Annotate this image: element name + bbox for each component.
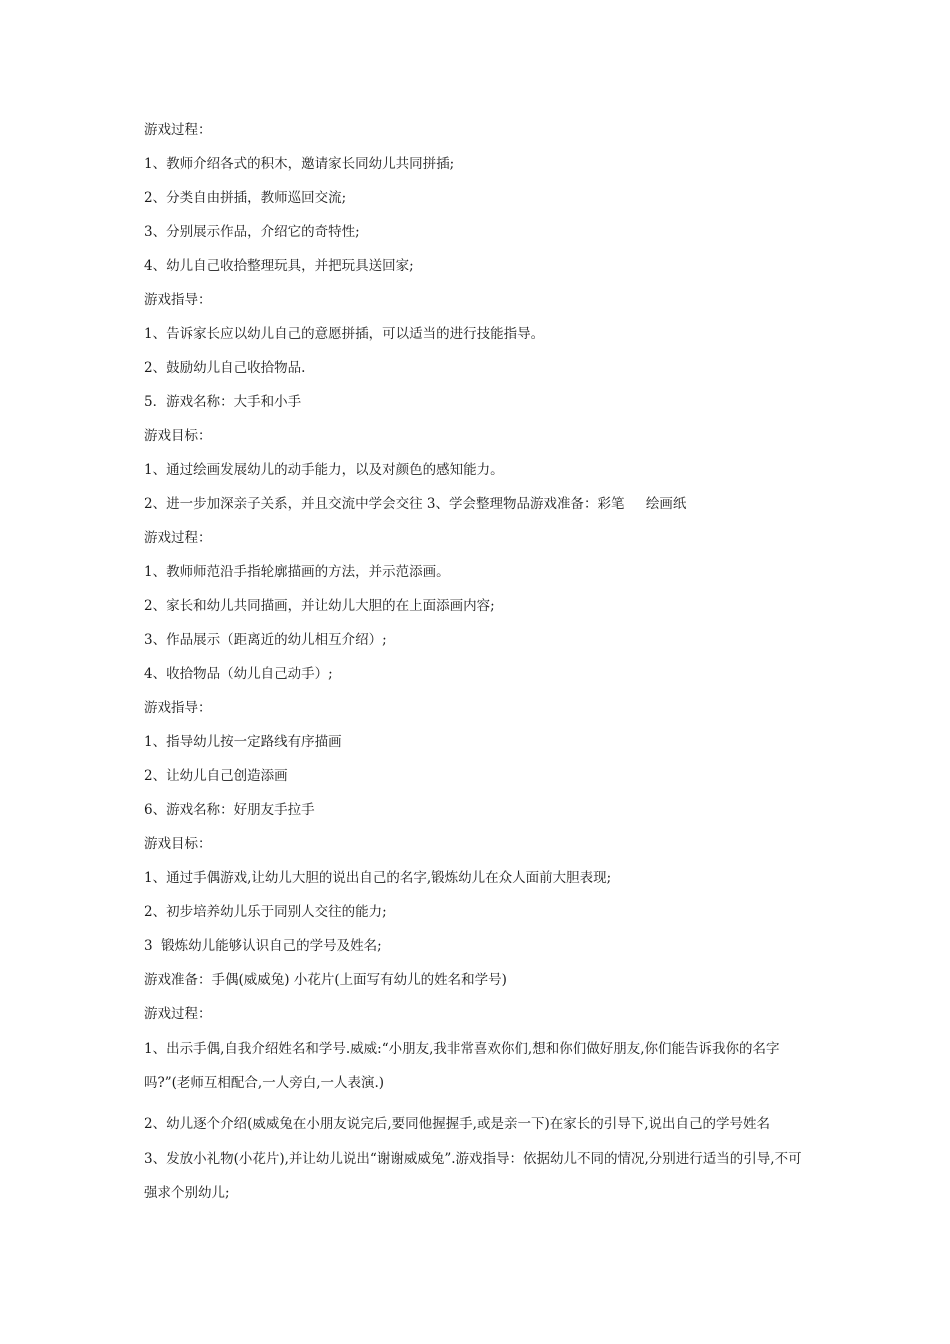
list-item: 2、进一步加深亲子关系，并且交流中学会交往 3、学会整理物品游戏准备：彩笔 绘画纸	[144, 496, 687, 512]
section-heading: 游戏目标：	[144, 836, 212, 852]
list-item: 1、告诉家长应以幼儿自己的意愿拼插，可以适当的进行技能指导。	[144, 326, 545, 342]
list-item: 2、分类自由拼插，教师巡回交流;	[144, 190, 347, 206]
list-item: 4、收拾物品（幼儿自己动手）;	[144, 666, 333, 682]
list-item: 1、通过绘画发展幼儿的动手能力，以及对颜色的感知能力。	[144, 462, 504, 478]
list-item: 3 锻炼幼儿能够认识自己的学号及姓名;	[144, 938, 382, 954]
list-item: 2、家长和幼儿共同描画，并让幼儿大胆的在上面添画内容;	[144, 598, 495, 614]
list-item: 2、让幼儿自己创造添画	[144, 768, 288, 784]
list-item: 3、作品展示（距离近的幼儿相互介绍）;	[144, 632, 387, 648]
game-title: 6、游戏名称：好朋友手拉手	[144, 802, 315, 818]
game-title: 5．游戏名称：大手和小手	[144, 394, 302, 410]
list-item: 1、教师介绍各式的积木，邀请家长同幼儿共同拼插;	[144, 156, 455, 172]
list-item: 4、幼儿自己收拾整理玩具，并把玩具送回家;	[144, 258, 414, 274]
section-heading: 游戏过程：	[144, 122, 212, 138]
list-item: 3、发放小礼物(小花片),并让幼儿说出“谢谢威威兔”.游戏指导：依据幼儿不同的情况,分别进行适当的引导,不可强求个别幼儿;	[144, 1151, 802, 1201]
list-item: 1、指导幼儿按一定路线有序描画	[144, 734, 342, 750]
list-item: 2、初步培养幼儿乐于同别人交往的能力;	[144, 904, 387, 920]
list-item: 1、教师师范沿手指轮廓描画的方法，并示范添画。	[144, 564, 450, 580]
section-heading: 游戏过程：	[144, 1006, 212, 1022]
list-item: 3、分别展示作品，介绍它的奇特性;	[144, 224, 360, 240]
document-body	[144, 120, 814, 1210]
list-item: 1、通过手偶游戏,让幼儿大胆的说出自己的名字,锻炼幼儿在众人面前大胆表现;	[144, 870, 612, 886]
section-heading: 游戏过程：	[144, 530, 212, 546]
preparation-line: 游戏准备：手偶(威威兔) 小花片(上面写有幼儿的姓名和学号)	[144, 972, 507, 988]
list-item: 2、幼儿逐个介绍(威威兔在小朋友说完后,要同他握握手,或是亲一下)在家长的引导下,说出自己的学号姓名	[144, 1116, 770, 1132]
section-heading: 游戏指导：	[144, 292, 212, 308]
section-heading: 游戏目标：	[144, 428, 212, 444]
list-item: 1、出示手偶,自我介绍姓名和学号.威威:“小朋友,我非常喜欢你们,想和你们做好朋友,你们能告诉我你的名字吗?”(老师互相配合,一人旁白,一人表演.)	[144, 1041, 780, 1091]
list-item: 2、鼓励幼儿自己收拾物品.	[144, 360, 306, 376]
section-heading: 游戏指导：	[144, 700, 212, 716]
